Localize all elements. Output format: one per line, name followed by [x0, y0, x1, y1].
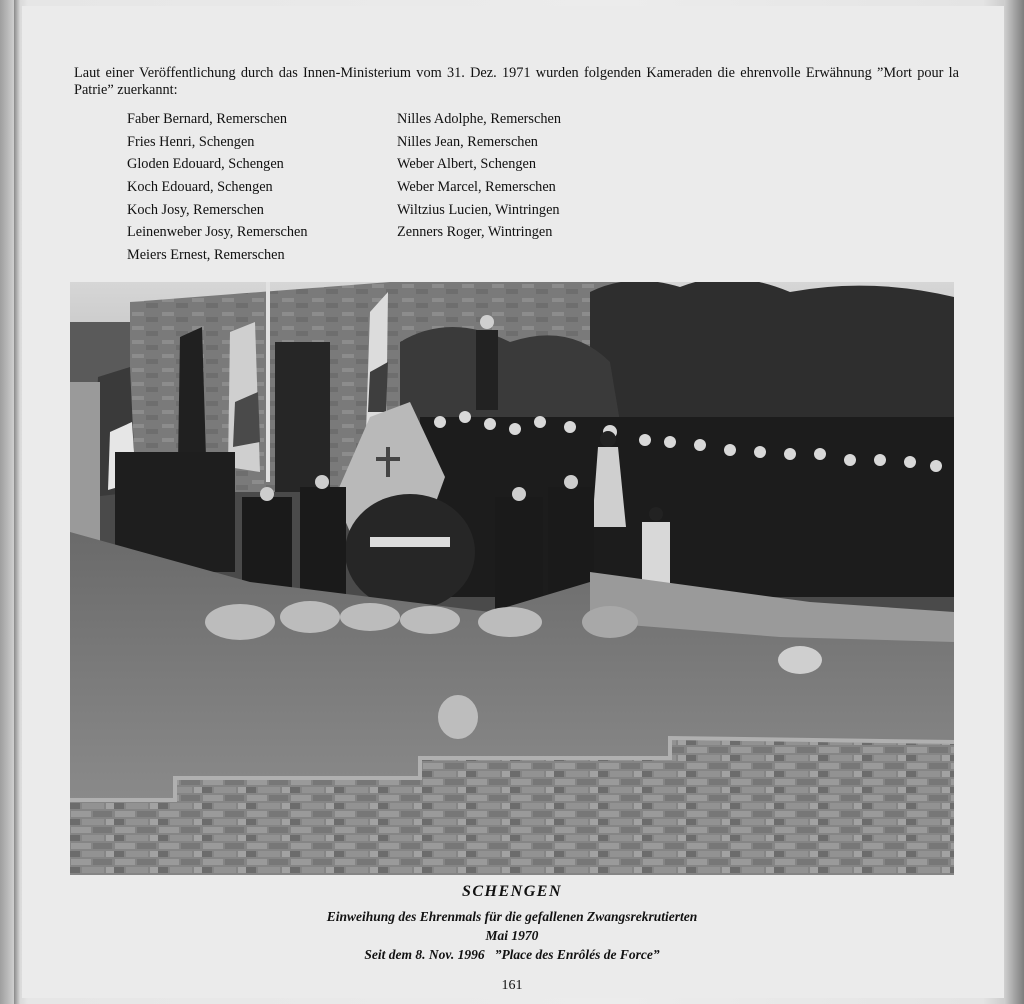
man-on-wall: [476, 330, 498, 410]
list-item: Koch Edouard, Schengen: [127, 179, 273, 196]
flagpole: [266, 282, 270, 482]
list-item: Nilles Adolphe, Remerschen: [397, 111, 561, 127]
list-item: Weber Marcel, Remerschen: [397, 179, 556, 196]
page-edge-shadow: [1004, 0, 1024, 1004]
flag: [178, 327, 206, 462]
list-item: Gloden Edouard, Schengen: [127, 156, 284, 173]
list-item: Faber Bernard, Remerschen: [127, 111, 287, 127]
memorial-photograph: [70, 282, 954, 875]
boulder: [778, 646, 822, 674]
list-item: Leinenweber Josy, Remerschen: [127, 224, 308, 241]
list-item: Nilles Jean, Remerschen: [397, 133, 538, 150]
page-number: 161: [501, 978, 523, 993]
list-item: Weber Albert, Schengen: [397, 156, 536, 173]
list-item: Meiers Ernest, Remerschen: [127, 247, 285, 264]
caption-line: Mai 1970: [485, 928, 539, 943]
list-item: Wiltzius Lucien, Wintringen: [397, 201, 560, 218]
names-list-right: [397, 108, 561, 244]
list-item: Koch Josy, Remerschen: [127, 201, 264, 218]
caption-line: Seit dem 8. Nov. 1996 ”Place des Enrôlés de Force”: [364, 947, 660, 962]
list-item: Zenners Roger, Wintringen: [397, 224, 553, 241]
list-item: Fries Henri, Schengen: [127, 133, 255, 150]
wreath: [345, 494, 475, 610]
names-list-left: [127, 108, 308, 267]
boulder: [582, 606, 638, 638]
caption-line: Einweihung des Ehrenmals für die gefallenen Zwangsrekrutierten: [326, 909, 698, 924]
book-spine-shadow: [14, 0, 20, 1004]
boulder: [438, 695, 478, 739]
caption-title: SCHENGEN: [461, 883, 563, 900]
intro-paragraph: Laut einer Veröffentlichung durch das Innen-Ministerium vom 31. Dez. 1971 wurden folgenden Kameraden die ehrenvolle Erwähnung ”Mort pour la Patrie” zuerkannt:: [74, 65, 959, 98]
